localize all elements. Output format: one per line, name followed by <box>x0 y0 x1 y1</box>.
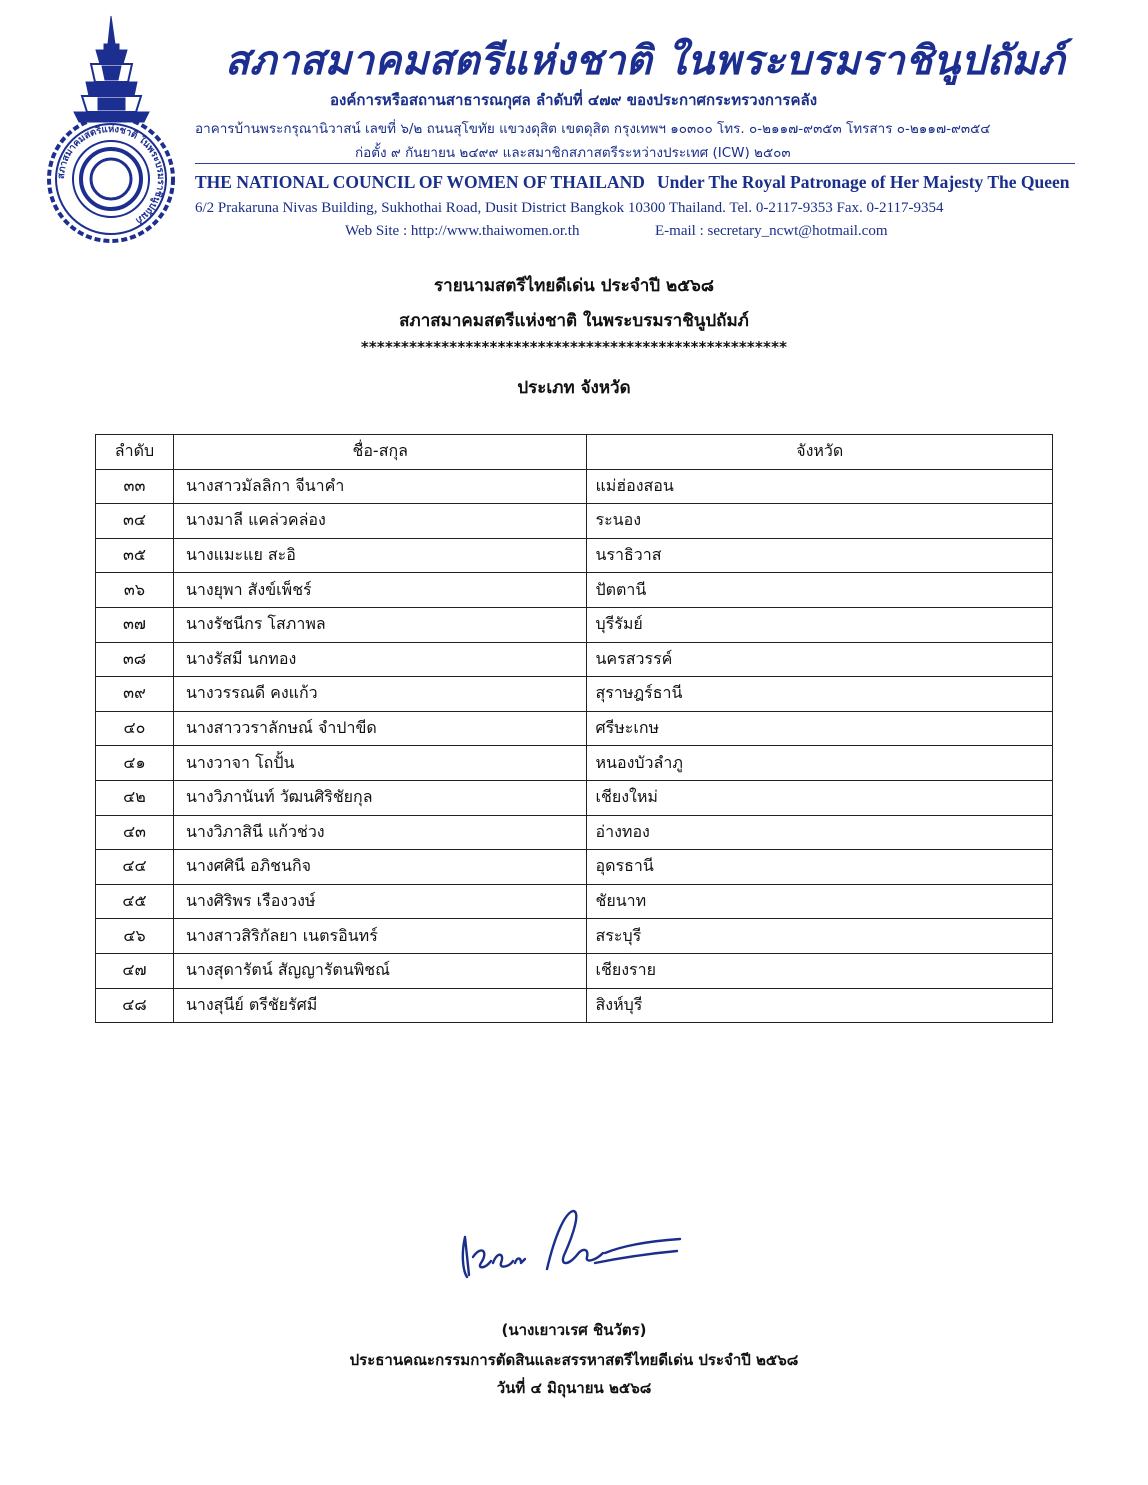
table-row <box>96 573 1053 608</box>
table-row <box>96 504 1053 539</box>
letterhead-address-en: 6/2 Prakaruna Nivas Building, Sukhothai Road, Dusit District Bangkok 10300 Thailand. Tel. 0-2117-9353 Fax. 0-2117-9354 <box>195 200 944 216</box>
row-no: ๓๙ <box>96 677 174 712</box>
signatory-position: ประธานคณะกรรมการตัดสินและสรรหาสตรีไทยดีเด่น ประจำปี ๒๕๖๘ <box>349 1351 799 1369</box>
row-name: นางสุดารัตน์ สัญญารัตนพิชณ์ <box>173 953 587 988</box>
row-name: นางวิภาสินี แก้วช่วง <box>173 815 587 850</box>
row-no: ๔๔ <box>96 850 174 885</box>
row-no: ๓๕ <box>96 538 174 573</box>
english-org-name: THE NATIONAL COUNCIL OF WOMEN OF THAILAND <box>195 172 645 192</box>
table-row <box>96 780 1053 815</box>
row-name: นางแมะแย สะอิ <box>173 538 587 573</box>
row-no: ๔๒ <box>96 780 174 815</box>
awardee-table <box>95 434 1053 1023</box>
row-province: หนองบัวลำภู <box>587 746 1053 781</box>
row-province: สระบุรี <box>587 919 1053 954</box>
row-name: นางสาวสิริกัลยา เนตรอินทร์ <box>173 919 587 954</box>
star-divider: ***************************************************** <box>360 338 788 356</box>
row-province: ชัยนาท <box>587 884 1053 919</box>
email-link[interactable]: E-mail : secretary_ncwt@hotmail.com <box>655 223 888 239</box>
letterhead-founded: ก่อตั้ง ๙ กันยายน ๒๔๙๙ และสมาชิกสภาสตรีระหว่างประเทศ (ICW) ๒๕๐๓ <box>355 145 791 161</box>
seal-text: สภาสมาคมสตรีแห่งชาติ ในพระบรมราชินูปถัมภ์ <box>55 123 167 226</box>
signature-date: วันที่ ๔ มิถุนายน ๒๕๖๘ <box>496 1379 652 1397</box>
row-province: ปัตตานี <box>587 573 1053 608</box>
row-no: ๔๗ <box>96 953 174 988</box>
header-province: จังหวัด <box>587 435 1053 470</box>
table-row <box>96 850 1053 885</box>
letterhead-divider <box>195 163 1075 164</box>
table-row <box>96 988 1053 1023</box>
row-province: ศรีษะเกษ <box>587 711 1053 746</box>
table-row <box>96 677 1053 712</box>
letterhead-contact <box>345 223 1148 240</box>
letterhead-address-th: อาคารบ้านพระกรุณานิวาสน์ เลขที่ ๖/๒ ถนนสุโขทัย แขวงดุสิต เขตดุสิต กรุงเทพฯ ๑๐๓๐๐ โทร. ๐-๒๑๑๗-๙๓๕๓ โทรสาร ๐-๒๑๑๗-๙๓๕๔ <box>195 121 991 137</box>
row-no: ๓๓ <box>96 469 174 504</box>
table-row <box>96 953 1053 988</box>
header-name: ชื่อ-สกุล <box>173 435 587 470</box>
table-header-row <box>96 435 1053 470</box>
table-row <box>96 815 1053 850</box>
row-name: นางยุพา สังข์เพ็ชร์ <box>173 573 587 608</box>
row-no: ๔๕ <box>96 884 174 919</box>
row-province: สุราษฎร์ธานี <box>587 677 1053 712</box>
row-name: นางรัชนีกร โสภาพล <box>173 607 587 642</box>
row-province: สิงห์บุรี <box>587 988 1053 1023</box>
table-row <box>96 711 1053 746</box>
row-name: นางวรรณดี คงแก้ว <box>173 677 587 712</box>
row-province: ระนอง <box>587 504 1053 539</box>
row-no: ๔๖ <box>96 919 174 954</box>
table-row <box>96 538 1053 573</box>
table-row <box>96 469 1053 504</box>
row-no: ๓๗ <box>96 607 174 642</box>
row-name: นางวิภานันท์ วัฒนศิริชัยกุล <box>173 780 587 815</box>
table-row <box>96 607 1053 642</box>
row-no: ๔๓ <box>96 815 174 850</box>
row-province: เชียงใหม่ <box>587 780 1053 815</box>
table-row <box>96 884 1053 919</box>
table-row <box>96 642 1053 677</box>
row-name: นางสุนีย์ ตรีชัยรัศมี <box>173 988 587 1023</box>
header-no: ลำดับ <box>96 435 174 470</box>
council-seal-logo <box>44 14 179 244</box>
letterhead-org-line: องค์การหรือสถานสาธารณกุศล ลำดับที่ ๔๗๙ ของประกาศกระทรวงการคลัง <box>330 91 818 109</box>
row-no: ๔๐ <box>96 711 174 746</box>
table-row <box>96 746 1053 781</box>
row-province: อ่างทอง <box>587 815 1053 850</box>
english-patronage: Under The Royal Patronage of Her Majesty The Queen <box>657 172 1070 192</box>
document-subtitle: สภาสมาคมสตรีแห่งชาติ ในพระบรมราชินูปถัมภ์ <box>399 311 749 331</box>
category-heading: ประเภท จังหวัด <box>517 378 631 398</box>
row-name: นางศิริพร เรืองวงษ์ <box>173 884 587 919</box>
document-title: รายนามสตรีไทยดีเด่น ประจำปี ๒๕๖๘ <box>434 276 714 296</box>
row-no: ๓๖ <box>96 573 174 608</box>
row-province: นราธิวาส <box>587 538 1053 573</box>
row-province: แม่ฮ่องสอน <box>587 469 1053 504</box>
row-province: เชียงราย <box>587 953 1053 988</box>
signatory-name: (นางเยาวเรศ ชินวัตร) <box>501 1321 647 1339</box>
table-row <box>96 919 1053 954</box>
row-name: นางสาววราลักษณ์ จำปาขีด <box>173 711 587 746</box>
website-link[interactable]: Web Site : http://www.thaiwomen.or.th <box>345 223 580 239</box>
row-no: ๔๘ <box>96 988 174 1023</box>
row-no: ๓๔ <box>96 504 174 539</box>
row-province: อุดรธานี <box>587 850 1053 885</box>
letterhead-title: สภาสมาคมสตรีแห่งชาติ ในพระบรมราชินูปถัมภ์ <box>225 37 1065 84</box>
letterhead-english-name <box>195 172 1075 193</box>
row-name: นางรัสมี นกทอง <box>173 642 587 677</box>
row-province: บุรีรัมย์ <box>587 607 1053 642</box>
row-no: ๓๘ <box>96 642 174 677</box>
row-name: นางมาลี แคล่วคล่อง <box>173 504 587 539</box>
handwritten-signature <box>455 1205 685 1295</box>
row-name: นางสาวมัลลิกา จีนาคำ <box>173 469 587 504</box>
row-name: นางศศินี อภิชนกิจ <box>173 850 587 885</box>
row-name: นางวาจา โถปั้น <box>173 746 587 781</box>
row-no: ๔๑ <box>96 746 174 781</box>
row-province: นครสวรรค์ <box>587 642 1053 677</box>
